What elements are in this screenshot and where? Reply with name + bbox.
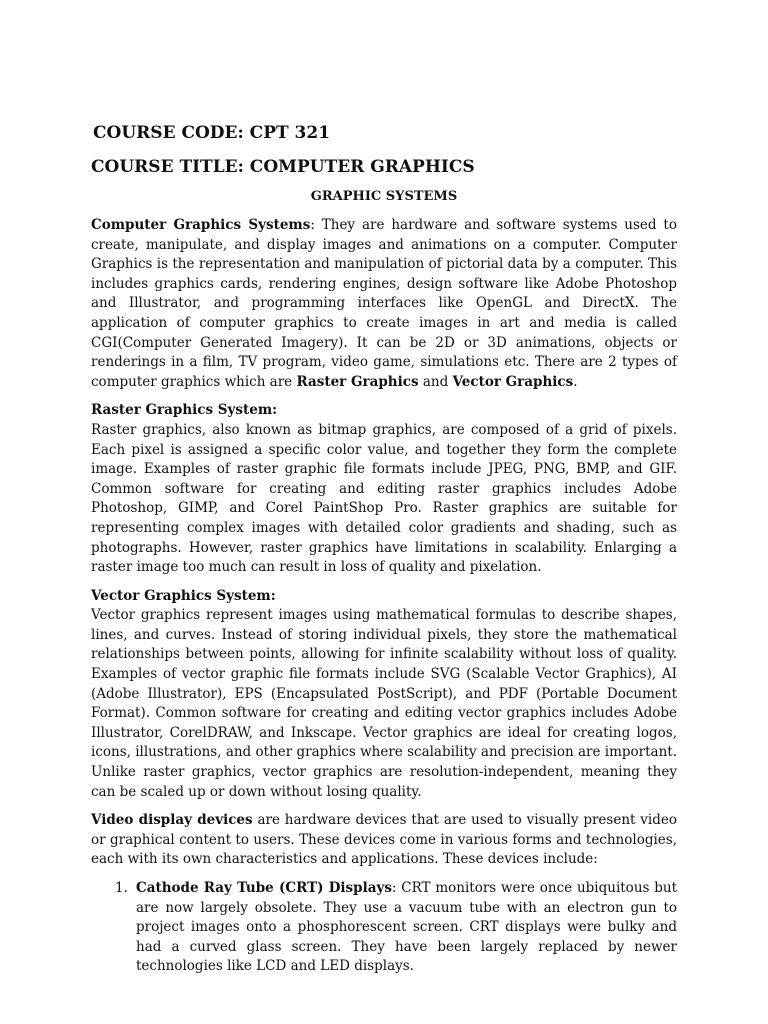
intro-paragraph [91, 216, 677, 392]
device-list [91, 879, 677, 977]
section-title: GRAPHIC SYSTEMS [310, 189, 458, 204]
video-term: Video display devices [91, 812, 253, 829]
intro-text: : They are hardware and software systems used to create, manipulate, and display images and animations on a computer. Computer Graphics is the representation and manipulation of pictorial data by a computer. This includes graphics cards, rendering engines, design software like Adobe Photoshop and Illustrator, and programming interfaces like OpenGL and DirectX. The application of computer graphics to create images in art and media is called CGI(Computer Generated Imagery). It can be 2D or 3D animations, objects or renderings in a film, TV program, video game, simulations etc. There are 2 types of computer graphics which are [91, 217, 677, 390]
and-text: and [418, 373, 453, 390]
list-number: 1. [115, 880, 128, 896]
document-page [91, 122, 677, 977]
list-item [91, 879, 677, 977]
video-text: are hardware devices that are used to visually present video or graphical content to users. These devices come in various forms and technologies, each with its own characteristics and applications. These devices include: [91, 812, 677, 868]
course-title: COURSE TITLE: COMPUTER GRAPHICS [91, 157, 475, 177]
video-paragraph [91, 811, 677, 870]
vector-section [91, 587, 677, 803]
course-code: COURSE CODE: CPT 321 [93, 123, 331, 143]
intro-end: . [573, 373, 578, 390]
intro-term: Computer Graphics Systems [91, 217, 311, 233]
device-term: Cathode Ray Tube (CRT) Displays [136, 880, 392, 896]
raster-heading: Raster Graphics System: [91, 402, 278, 419]
device-text: : CRT monitors were once ubiquitous but are now largely obsolete. They use a vacuum tube with an electron gun to project images onto a phosphorescent screen. CRT displays were bulky and had a curved glass screen. They have been largely replaced by newer technologies like LCD and LED displays. [136, 880, 677, 975]
raster-text: Raster graphics, also known as bitmap graphics, are composed of a grid of pixels. Each pixel is assigned a specific color value, and together they form the complete image. Examples of raster graphic file formats include JPEG, PNG, BMP, and GIF. Common software for creating and editing raster graphics includes Adobe Photoshop, GIMP, and Corel PaintShop Pro. Raster graphics are suitable for representing complex images with detailed color gradients and shading, such as photographs. However, raster graphics have limitations in scalability. Enlarging a raster image too much can result in loss of quality and pixelation. [91, 421, 677, 576]
vector-text: Vector graphics represent images using mathematical formulas to describe shapes, lines, and curves. Instead of storing individual pixels, they store the mathematical relationships between points, allowing for infinite scalability without loss of quality. Examples of vector graphic file formats include SVG (Scalable Vector Graphics), AI (Adobe Illustrator), EPS (Encapsulated PostScript), and PDF (Portable Document Format). Common software for creating and editing vector graphics includes Adobe Illustrator, CorelDRAW, and Inkscape. Vector graphics are ideal for creating logos, icons, illustrations, and other graphics where scalability and precision are important. Unlike raster graphics, vector graphics are resolution-independent, meaning they can be scaled up or down without losing quality. [91, 607, 677, 800]
vector-term: Vector Graphics [452, 373, 574, 390]
raster-section [91, 401, 677, 577]
raster-term: Raster Graphics [296, 373, 419, 390]
vector-heading: Vector Graphics System: [91, 587, 276, 604]
